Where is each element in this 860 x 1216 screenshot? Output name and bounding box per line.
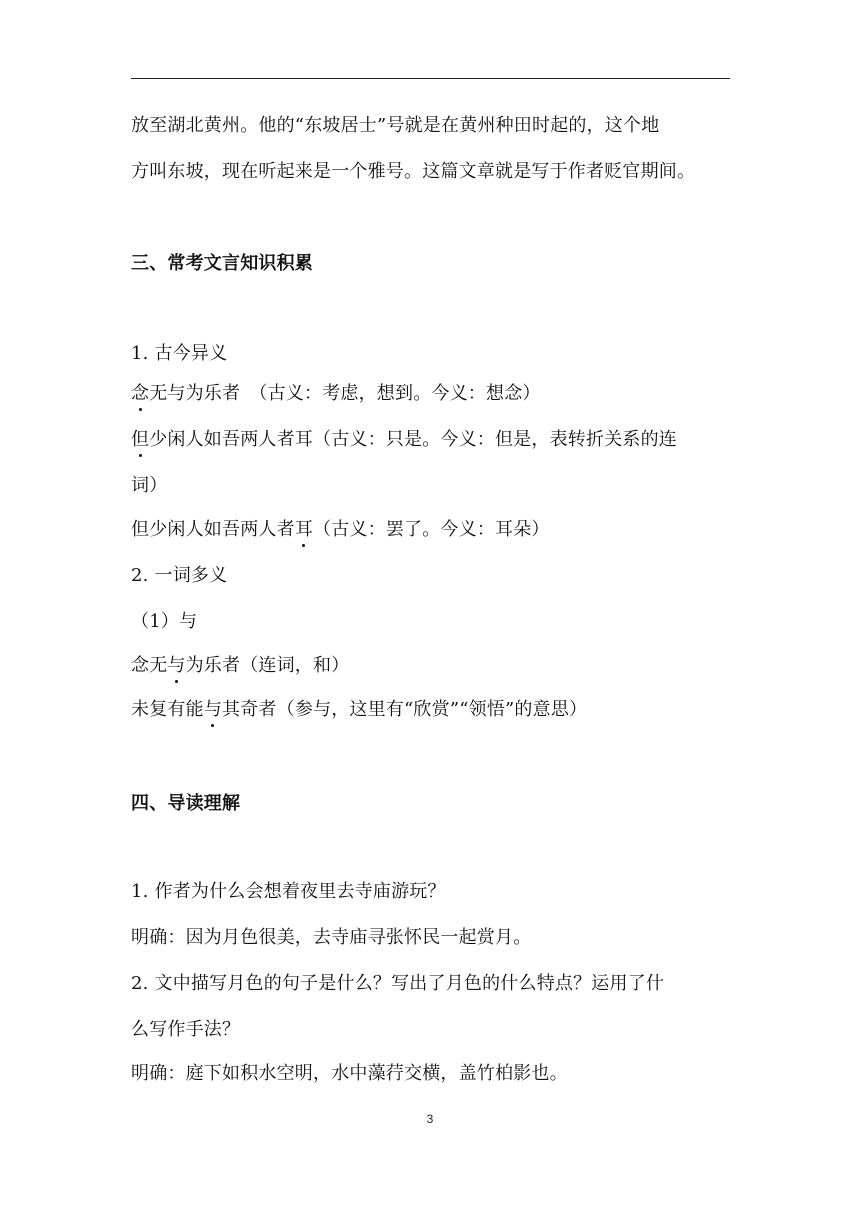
question-2-line-2: 么写作手法？	[131, 1019, 241, 1040]
intro-line-1: 放至湖北黄州。他的“东坡居士”号就是在黄州种田时起的，这个地	[131, 115, 660, 136]
example-text-post: 为乐者（连词，和）	[185, 655, 350, 676]
example-text-pre: 念无	[131, 655, 168, 676]
example-polysemy-2	[131, 698, 587, 722]
example-polysemy-1	[131, 654, 349, 678]
dotted-character: 念	[131, 383, 150, 404]
answer-1: 明确：因为月色很美，去寺庙寻张怀民一起赏月。	[131, 927, 532, 948]
question-1: 1. 作者为什么会想着夜里去寺庙游玩？	[131, 881, 446, 902]
example-text-post: 其奇者（参与，这里有“欣赏”“领悟”的意思）	[222, 699, 588, 720]
header-rule	[131, 78, 730, 79]
example-text-post: 无与为乐者 （古义：考虑，想到。今义：想念）	[149, 383, 541, 404]
dotted-character: 耳	[294, 519, 314, 540]
section-3-heading: 三、常考文言知识积累	[131, 253, 313, 274]
example-gujin-3	[131, 518, 550, 542]
example-text-post: 少闲人如吾两人者耳（古义：只是。今义：但是，表转折关系的连	[149, 429, 677, 450]
dotted-character: 但	[131, 429, 150, 450]
page-number: 3	[426, 1112, 434, 1126]
example-gujin-2-line-1	[131, 428, 677, 452]
example-text-pre: 但少闲人如吾两人者	[131, 519, 295, 540]
subsection-1-title: 1. 古今异义	[131, 343, 228, 364]
example-gujin-2-line-2: 词）	[131, 475, 168, 496]
dotted-character: 与	[203, 699, 223, 720]
answer-2: 明确：庭下如积水空明，水中藻荇交横，盖竹柏影也。	[131, 1063, 568, 1084]
question-2-line-1: 2. 文中描写月色的句子是什么？写出了月色的什么特点？运用了什	[131, 973, 665, 994]
example-text-pre: 未复有能	[131, 699, 204, 720]
section-4-heading: 四、导读理解	[131, 793, 241, 814]
dotted-character: 与	[167, 655, 186, 676]
example-gujin-1	[131, 382, 541, 406]
subsection-2-title: 2. 一词多义	[131, 565, 228, 586]
polysemy-word-title: （1）与	[131, 611, 198, 632]
intro-line-2: 方叫东坡，现在听起来是一个雅号。这篇文章就是写于作者贬官期间。	[131, 161, 696, 182]
example-text-post: （古义：罢了。今义：耳朵）	[313, 519, 550, 540]
